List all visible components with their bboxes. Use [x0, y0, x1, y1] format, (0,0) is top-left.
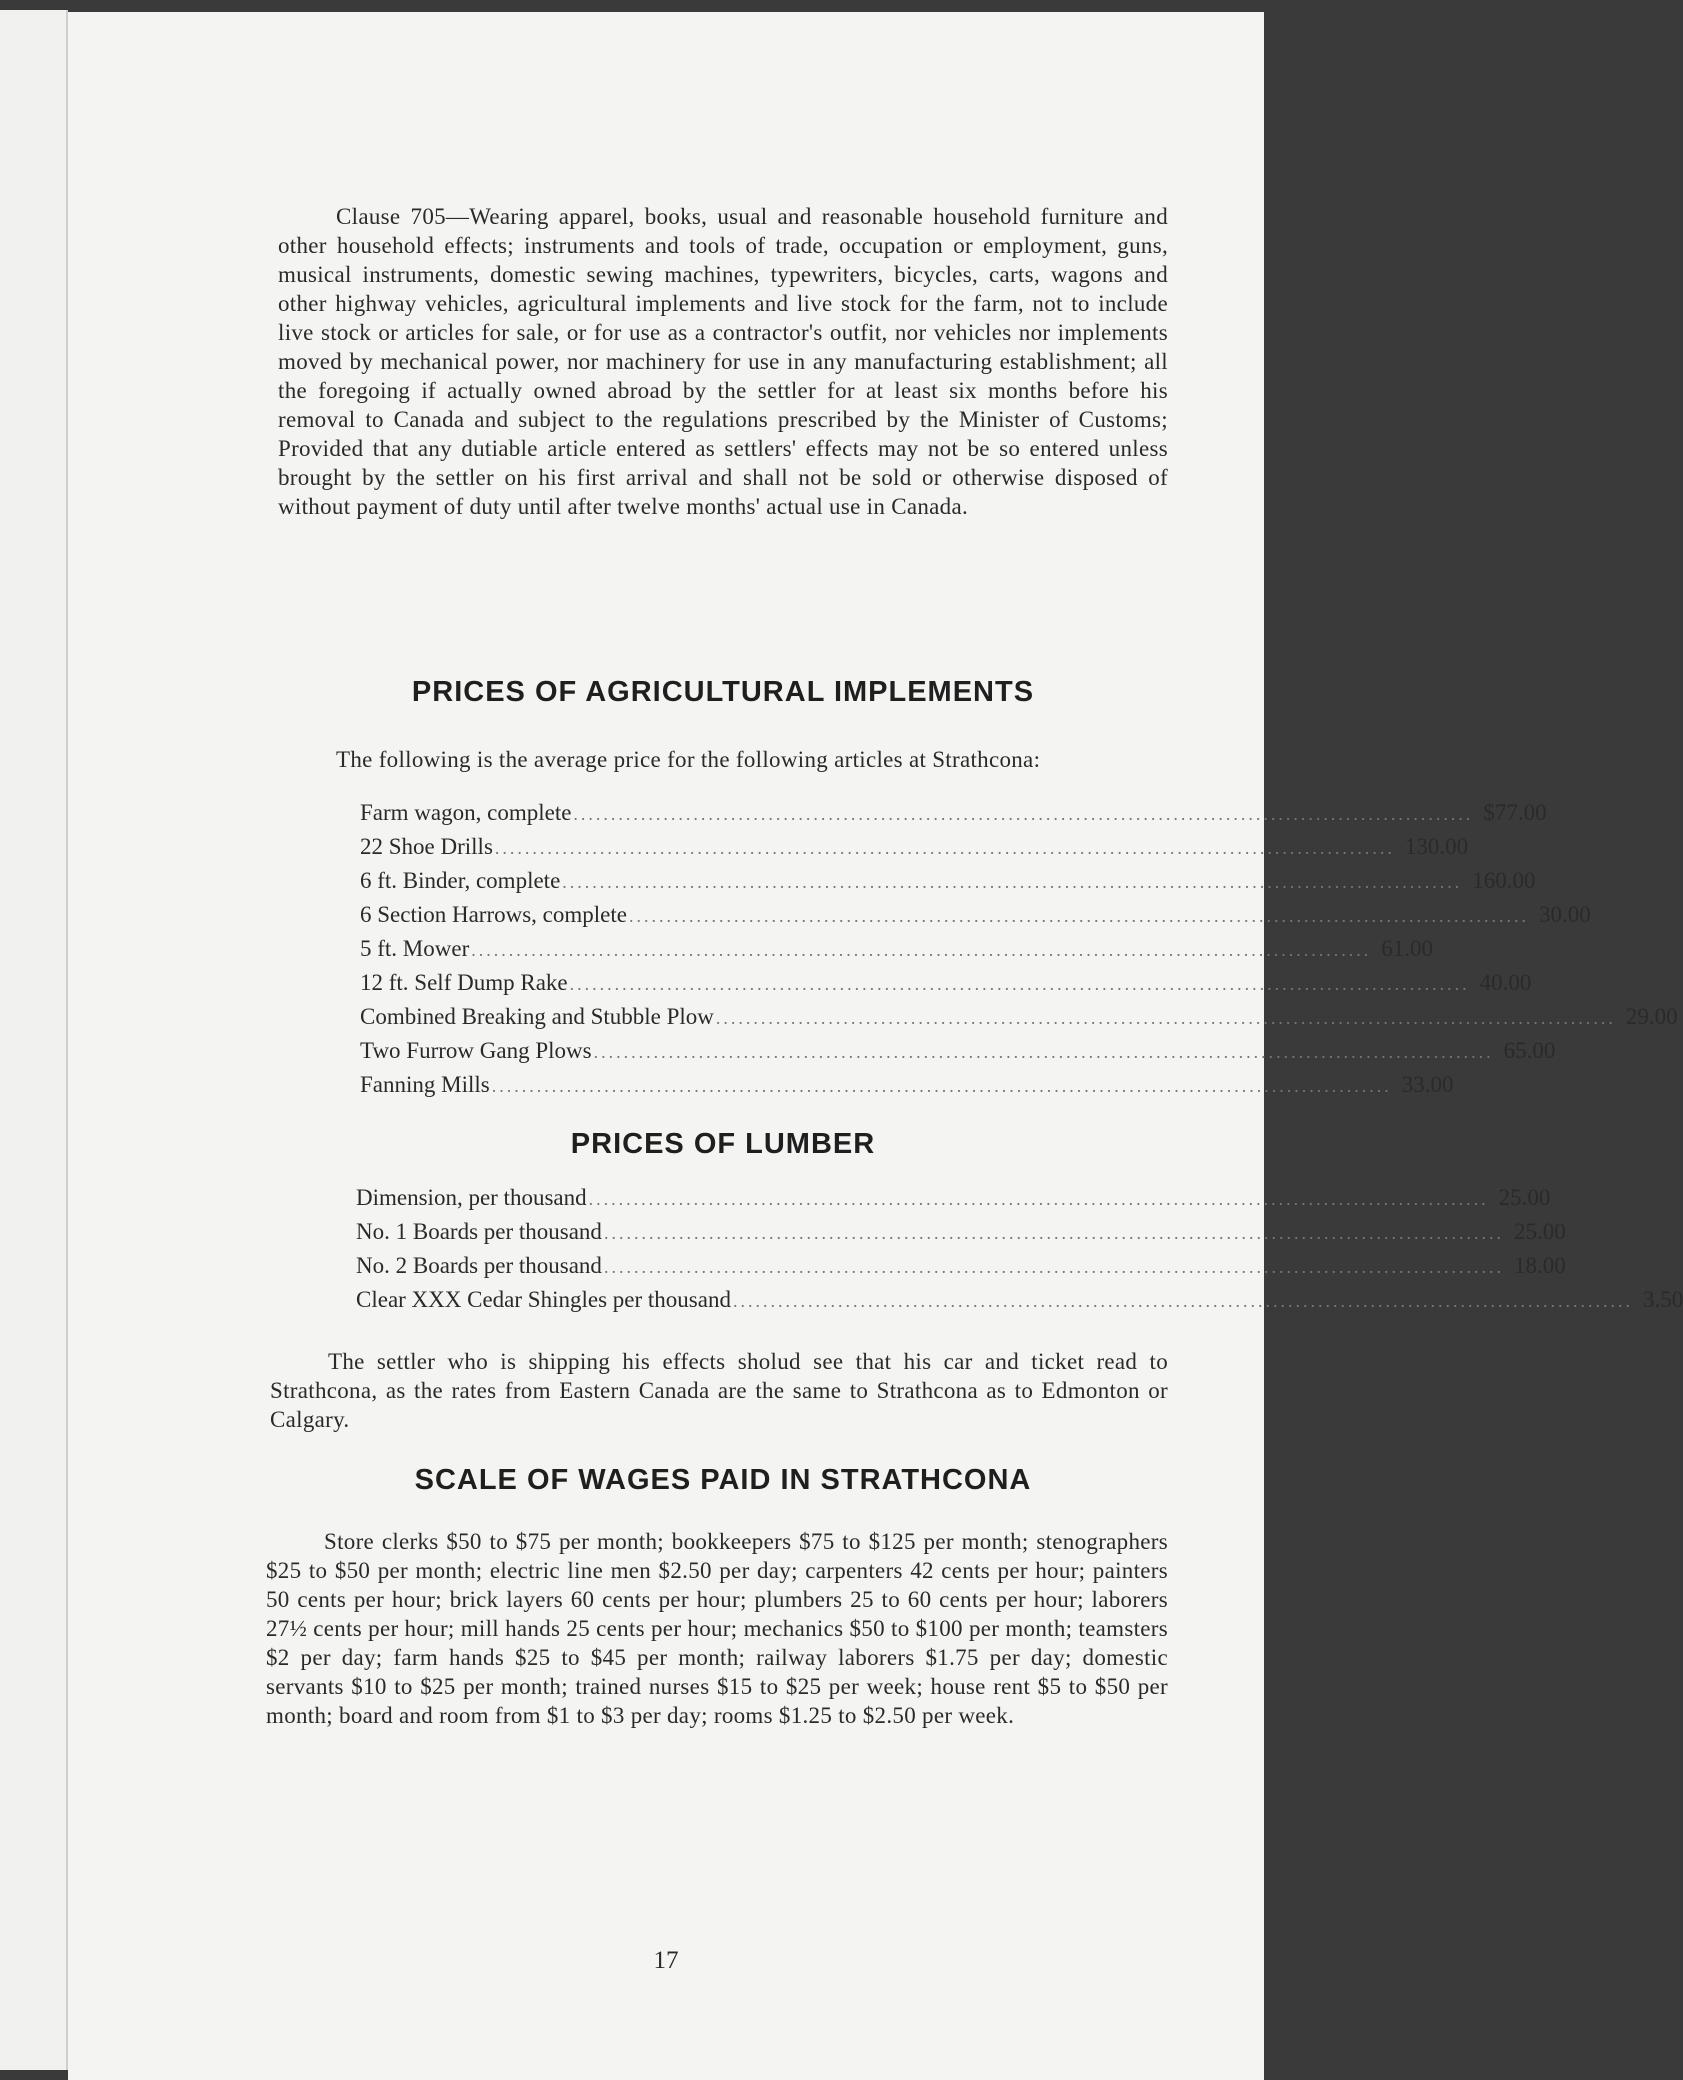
item-price: 30.00 [1538, 902, 1591, 927]
price-row [356, 1253, 1566, 1287]
item-price: 3.50 [1642, 1287, 1683, 1312]
item-name: 22 Shoe Drills [360, 834, 493, 859]
dot-leader: ........................................................................................................................ [588, 1189, 1489, 1209]
item-price: 40.00 [1479, 970, 1532, 995]
price-row [356, 1219, 1566, 1253]
wages-heading: SCALE OF WAGES PAID IN STRATHCONA [414, 1464, 1032, 1496]
item-price: 77.00 [1494, 800, 1547, 825]
item-name: 6 Section Harrows, complete [360, 902, 627, 927]
wages-paragraph: Store clerks $50 to $75 per month; bookkeepers $75 to $125 per month; stenographers $25 to $50 per month; electric line men $2.50 per day; carpenters 42 cents per hour; painters 50 cents per hour; brick layers 60 cents per hour; plumbers 25 to 60 cents per hour; laborers 27½ cents per hour; mill hands 25 cents per hour; mechanics $50 to $100 per month; teamsters $2 per day; farm hands $25 to $45 per month; railway laborers $1.75 per day; domestic servants $10 to $25 per month; trained nurses $15 to $25 per week; house rent $5 to $50 per month; board and room from $1 to $3 per day; rooms $1.25 to $2.50 per week. [266, 1529, 1168, 1728]
item-price: 29.00 [1625, 1004, 1678, 1029]
dot-leader: ........................................................................................................................ [562, 872, 1463, 892]
price-row [360, 970, 1532, 1004]
shipping-note: The settler who is shipping his effects sholud see that his car and ticket read to Strathcona, as the rates from Eastern Canada are the same to Strathcona as to Edmonton or Calgary. [270, 1349, 1168, 1432]
dot-leader: ........................................................................................................................ [471, 940, 1372, 960]
dot-leader: ........................................................................................................................ [732, 1291, 1633, 1311]
lumber-price-list [356, 1185, 1683, 1321]
lumber-heading: PRICES OF LUMBER [570, 1128, 876, 1160]
item-name: 5 ft. Mower [360, 936, 470, 961]
price-row [360, 936, 1433, 970]
item-name: 6 ft. Binder, complete [360, 868, 561, 893]
price-row [360, 868, 1536, 902]
dot-leader: ........................................................................................................................ [593, 1042, 1494, 1062]
item-name: No. 1 Boards per thousand [356, 1219, 602, 1244]
implements-heading: PRICES OF AGRICULTURAL IMPLEMENTS [411, 676, 1035, 708]
item-name: Two Furrow Gang Plows [360, 1038, 592, 1063]
price-row [356, 1185, 1551, 1219]
page-content [266, 202, 1683, 1730]
price-row [360, 800, 1547, 834]
dot-leader: ........................................................................................................................ [603, 1257, 1504, 1277]
clause-705-paragraph: Clause 705—Wearing apparel, books, usual and reasonable household furniture and other household effects; instruments and tools of trade, occupation or employment, guns, musical instruments, domestic sewing machines, typewriters, bicycles, carts, wagons and other highway vehicles, agricultural implements and live stock for the farm, not to include live stock or articles for sale, or for use as a contractor's outfit, nor vehicles nor implements moved by mechanical power, nor machinery for use in any manufacturing establishment; all the foregoing if actually owned abroad by the settler for at least six months before his removal to Canada and subject to the regulations prescribed by the Minister of Customs; Provided that any dutiable article entered as settlers' effects may not be so entered unless brought by the settler on his first arrival and shall not be sold or otherwise disposed of without payment of duty until after twelve months' actual use in Canada. [278, 204, 1168, 519]
item-price: 25.00 [1498, 1185, 1551, 1210]
item-name: Farm wagon, complete [360, 800, 572, 825]
item-name: 12 ft. Self Dump Rake [360, 970, 568, 995]
dot-leader: ........................................................................................................................ [491, 1076, 1392, 1096]
price-row [360, 1004, 1678, 1038]
facing-page-edge [0, 10, 68, 2070]
item-name: Fanning Mills [360, 1072, 490, 1097]
price-row [360, 902, 1591, 936]
dot-leader: ........................................................................................................................ [603, 1223, 1504, 1243]
page-number: 17 [653, 1947, 679, 1974]
item-price: 130.00 [1404, 834, 1469, 859]
dot-leader: ........................................................................................................................ [628, 906, 1529, 926]
item-name: Combined Breaking and Stubble Plow [360, 1004, 714, 1029]
item-name: Dimension, per thousand [356, 1185, 587, 1210]
implements-price-list [360, 800, 1678, 1106]
price-row [356, 1287, 1683, 1321]
item-name: Clear XXX Cedar Shingles per thousand [356, 1287, 731, 1312]
item-price: 25.00 [1513, 1219, 1566, 1244]
dot-leader: ........................................................................................................................ [569, 974, 1470, 994]
item-price: 33.00 [1401, 1072, 1454, 1097]
price-row [360, 1038, 1556, 1072]
currency-symbol: $ [1483, 800, 1495, 825]
item-price: 18.00 [1513, 1253, 1566, 1278]
implements-intro: The following is the average price for the following articles at Strathcona: [336, 747, 1041, 772]
price-row [360, 834, 1469, 868]
dot-leader: ........................................................................................................................ [715, 1008, 1616, 1028]
item-price: 160.00 [1472, 868, 1536, 893]
dot-leader: ........................................................................................................................ [494, 838, 1395, 858]
document-page [68, 12, 1683, 2080]
item-name: No. 2 Boards per thousand [356, 1253, 602, 1278]
item-price: 65.00 [1503, 1038, 1556, 1063]
price-row [360, 1072, 1454, 1106]
dot-leader: ........................................................................................................................ [573, 804, 1474, 824]
item-price: 61.00 [1381, 936, 1433, 961]
